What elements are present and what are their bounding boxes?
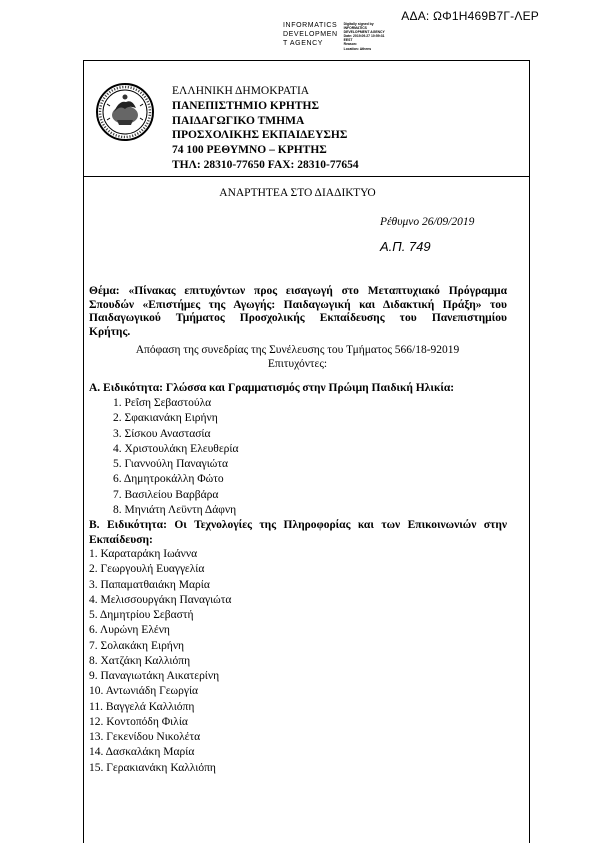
successful-label: Επιτυχόντες:: [267, 358, 328, 370]
publish-notice: ΑΝΑΡΤΗΤΕΑ ΣΤΟ ΔΙΑΔΙΚΤΥΟ: [219, 187, 376, 199]
subject-line: Θέμα: «Πίνακας επιτυχόντων προς εισαγωγή στο Μεταπτυχιακό Πρόγραμμα: [89, 285, 507, 297]
ada-code: ΑΔΑ: ΩΦ1Η469Β7Γ-ΛΕΡ: [401, 9, 539, 23]
section-b-list: [89, 547, 231, 776]
section-b-title: [89, 518, 507, 547]
signature-details: Digitally signed by INFORMATICS DEVELOPMENT AGENCY Date: 2019.09.27 10:59:31 EEST Reason: Location: Athens: [343, 22, 385, 51]
document-date: Ρέθυμνο 26/09/2019: [380, 216, 475, 228]
country-name: ΕΛΛΗΝΙΚΗ ΔΗΜΟΚΡΑΤΙΑ: [172, 85, 310, 97]
address: 74 100 ΡΕΘΥΜΝΟ – ΚΡΗΤΗΣ: [172, 144, 327, 157]
list-item: 7. Βασιλείου Βαρβάρα: [113, 488, 219, 501]
section-b-title-line: Β. Ειδικότητα: Οι Τεχνολογίες της Πληροφορίας και των Επικοινωνιών στην: [89, 519, 507, 531]
list-item: 9. Παναγιωτάκη Αικατερίνη: [89, 670, 220, 682]
list-item: 11. Βαγγελά Καλλιόπη: [89, 700, 195, 713]
list-item: 2. Γεωργουλή Ευαγγελία: [89, 563, 205, 576]
digital-signature-stamp: [283, 21, 385, 51]
subject-line: Κρήτης.: [89, 326, 131, 339]
list-item: 12. Κοντοπόδη Φιλία: [89, 715, 188, 728]
list-item: 13. Γεκενίδου Νικολέτα: [89, 731, 201, 743]
list-item: 2. Σφακιανάκη Ειρήνη: [113, 412, 218, 425]
list-item: 15. Γερακιανάκη Καλλιόπη: [89, 761, 216, 774]
university-name: ΠΑΝΕΠΙΣΤΗΜΙΟ ΚΡΗΤΗΣ: [172, 99, 319, 112]
section-a-title: Α. Ειδικότητα: Γλώσσα και Γραμματισμός στην Πρώιμη Παιδική Ηλικία:: [89, 382, 455, 394]
list-item: 8. Μηνιάτη Λεϋντη Δάφνη: [113, 504, 237, 517]
list-item: 10. Αντωνιάδη Γεωργία: [89, 685, 199, 698]
contact-info: ΤΗΛ: 28310-77650 FAX: 28310-77654: [172, 158, 359, 171]
university-seal-icon: [95, 82, 155, 142]
decision-line: Απόφαση της συνεδρίας της Συνέλευσης του Τμήματος 566/18-92019: [135, 344, 460, 356]
list-item: 5. Γιαννούλη Παναγιώτα: [113, 458, 229, 471]
decision-reference: [0, 343, 595, 371]
subject-line: Σπουδών «Επιστήμες της Αγωγής: Παιδαγωγική και Διδακτική Πράξη» του: [89, 298, 507, 311]
header-divider: [83, 176, 529, 177]
letterhead: [172, 84, 359, 173]
division-name: ΠΡΟΣΧΟΛΙΚΗΣ ΕΚΠΑΙΔΕΥΣΗΣ: [172, 129, 348, 142]
department-name: ΠΑΙΔΑΓΩΓΙΚΟ ΤΜΗΜΑ: [172, 114, 305, 127]
subject-line: Παιδαγωγικού Τμήματος Προσχολικής Εκπαίδευσης του Πανεπιστημίου: [89, 312, 507, 325]
list-item: 3. Παπαματθαιάκη Μαρία: [89, 578, 210, 591]
list-item: 1. Καραταράκη Ιωάννα: [89, 548, 198, 560]
signature-name: INFORMATICS DEVELOPMEN T AGENCY: [283, 22, 338, 47]
section-a-list: [113, 396, 239, 518]
subject: [89, 285, 507, 340]
list-item: 5. Δημητρίου Σεβαστή: [89, 609, 194, 621]
list-item: 6. Λυρώνη Ελένη: [89, 624, 170, 637]
list-item: 14. Δασκαλάκη Μαρία: [89, 746, 195, 759]
list-item: 4. Μελισσουργάκη Παναγιώτα: [89, 593, 232, 606]
list-item: 1. Ρεΐση Σεβαστούλα: [113, 397, 212, 409]
section-b-title-line: Εκπαίδευση:: [89, 533, 153, 546]
list-item: 7. Σολακάκη Ειρήνη: [89, 639, 185, 652]
list-item: 4. Χριστουλάκη Ελευθερία: [113, 442, 239, 455]
list-item: 8. Χατζάκη Καλλιόπη: [89, 654, 191, 667]
list-item: 3. Σίσκου Αναστασία: [113, 427, 211, 440]
list-item: 6. Δημητροκάλλη Φώτο: [113, 473, 224, 486]
protocol-number: Α.Π. 749: [380, 239, 431, 254]
